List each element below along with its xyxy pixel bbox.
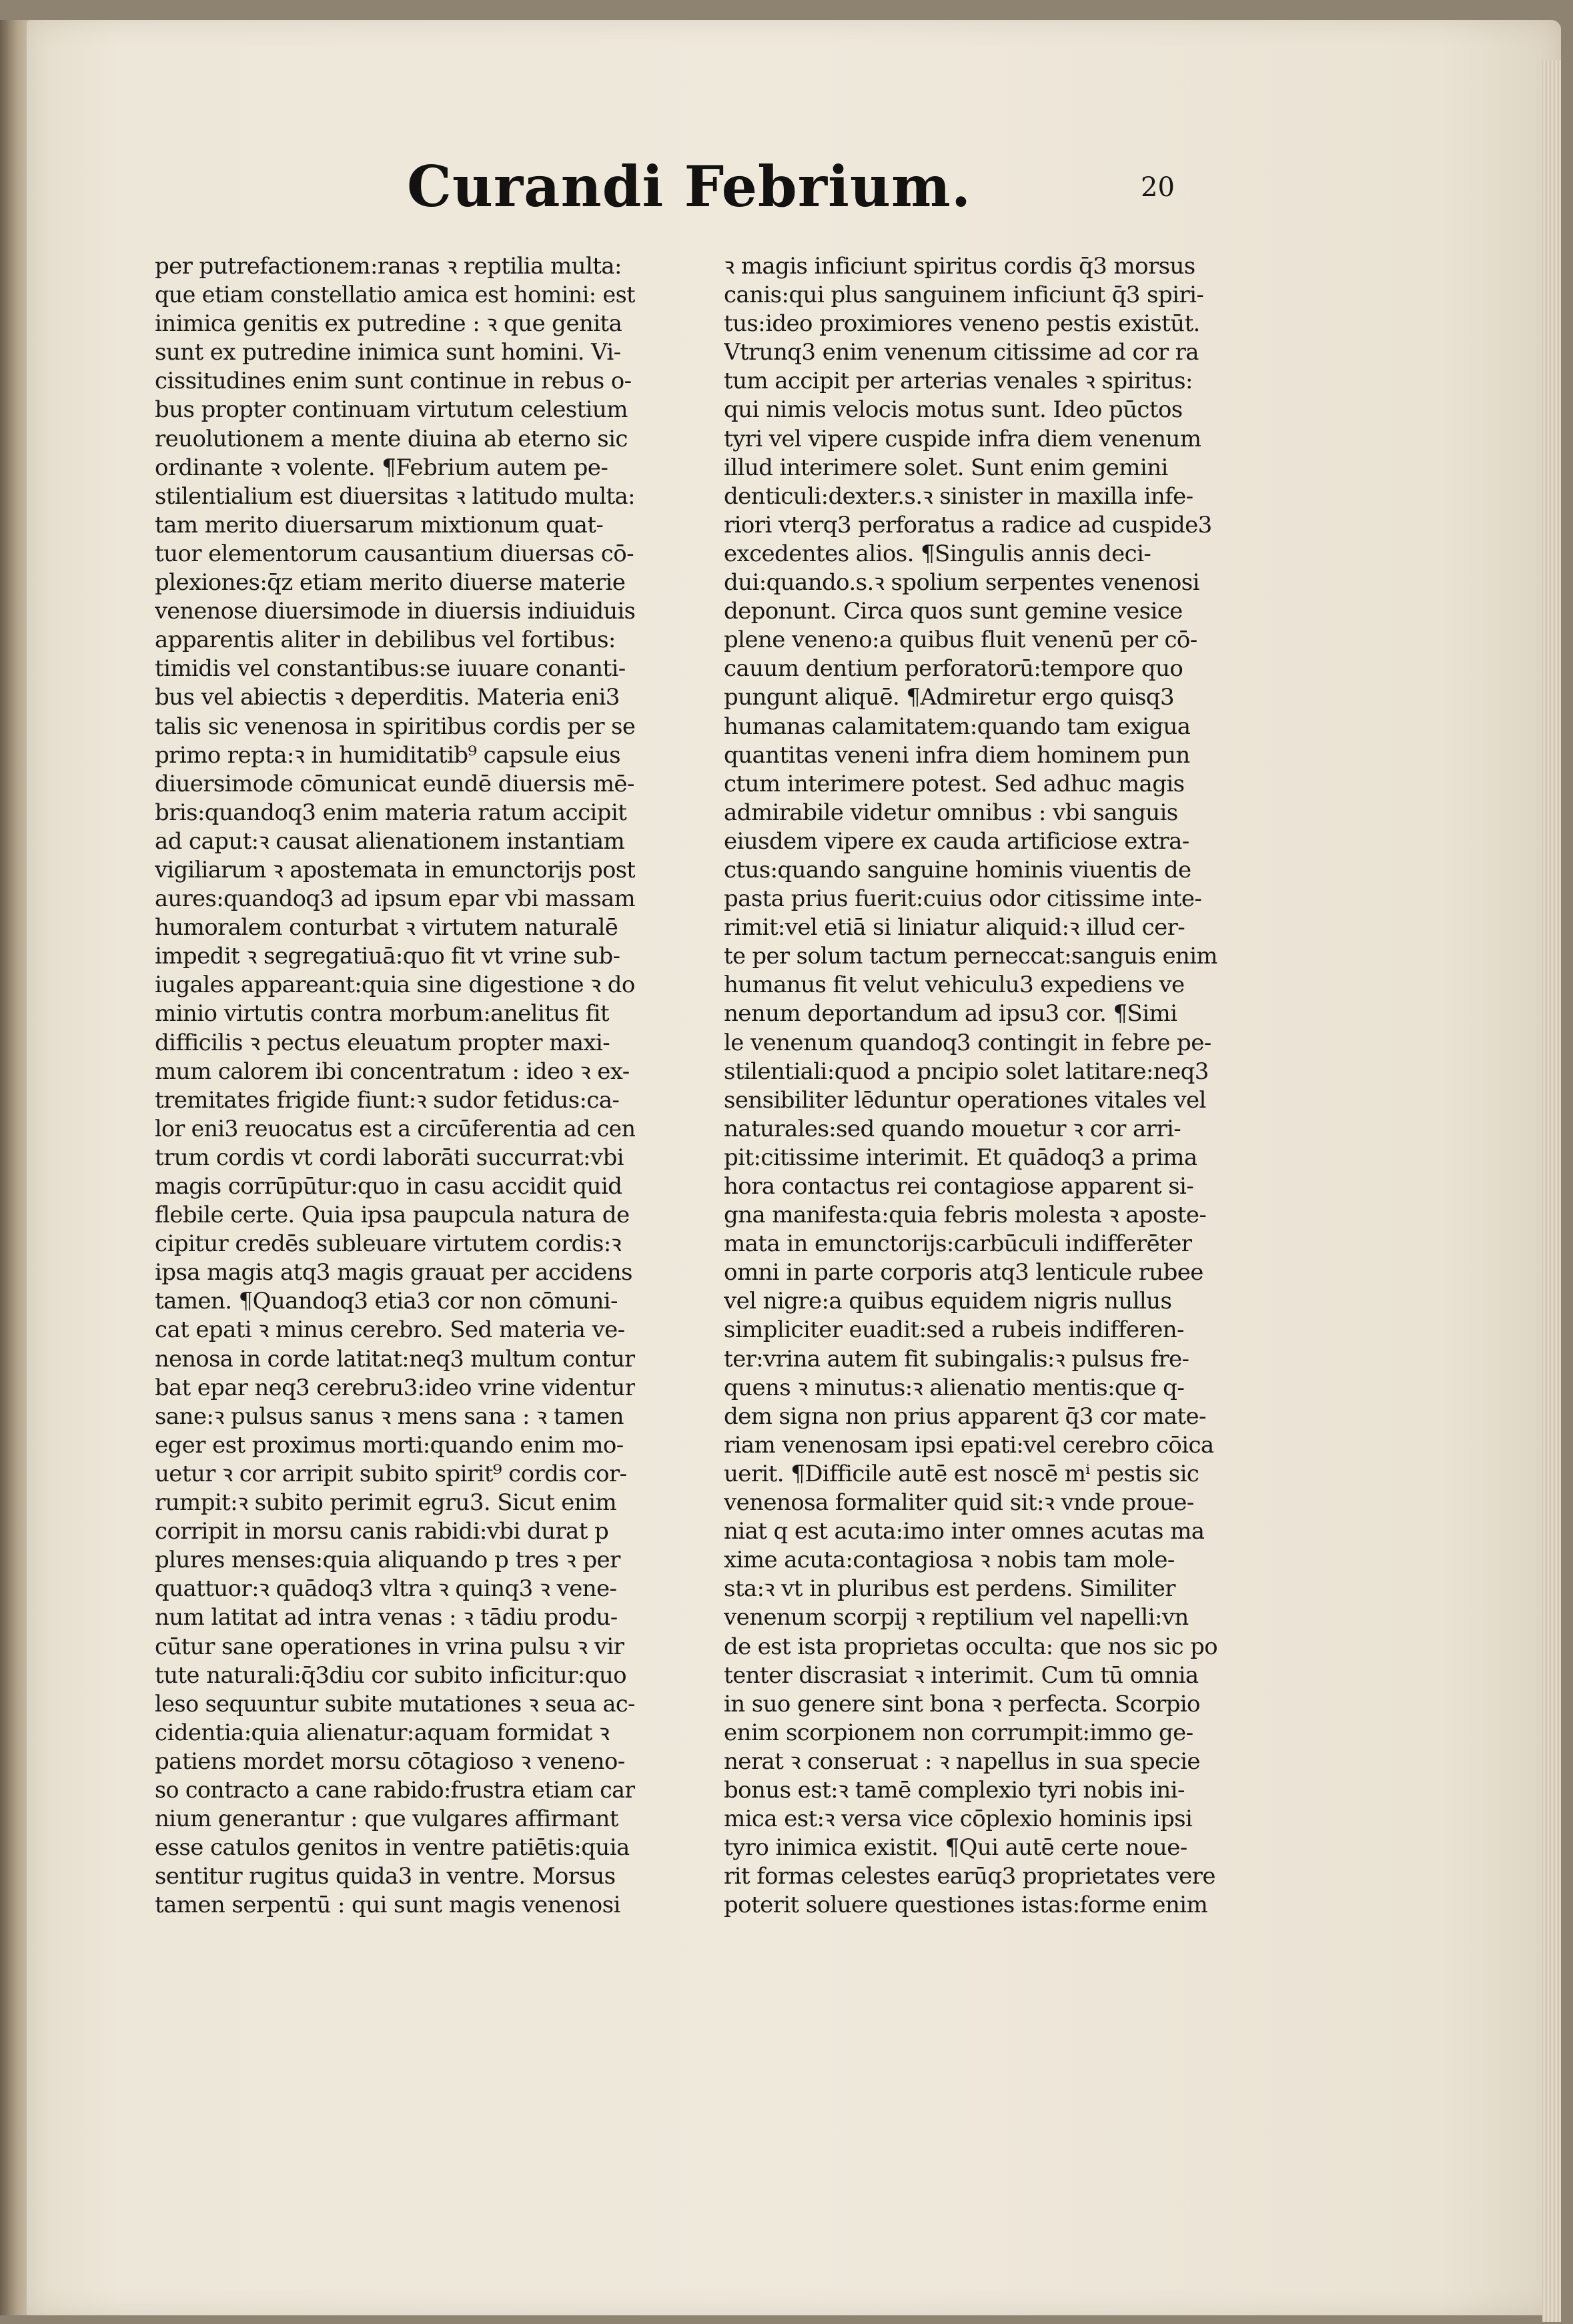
text-line: que etiam constellatio amica est homini: est xyxy=(155,282,635,309)
text-line: te per solum tactum perneccat:sanguis enim xyxy=(724,943,1217,970)
text-line: stilentialium est diuersitas ꝛ latitudo multa: xyxy=(155,482,635,510)
text-line: bus vel abiectis ꝛ deperditis. Materia eni3 xyxy=(155,684,620,711)
text-line: poterit soluere questiones istas:forme enim xyxy=(724,1892,1208,1919)
text-line: quantitas veneni infra diem hominem pun xyxy=(724,741,1190,769)
text-line: dem signa non prius apparent q̄3 cor mate- xyxy=(724,1403,1206,1430)
text-line: venenose diuersimode in diuersis indiuiduis xyxy=(155,598,635,625)
text-line: sunt ex putredine inimica sunt homini. Vi- xyxy=(155,339,621,366)
text-line: pasta prius fuerit:cuius odor citissime inte- xyxy=(724,885,1202,913)
text-line: excedentes alios. ¶Singulis annis deci- xyxy=(724,540,1151,567)
text-line: aures:quandoq3 ad ipsum epar vbi massam xyxy=(155,885,635,913)
text-line: venenosa formaliter quid sit:ꝛ vnde proue- xyxy=(724,1489,1194,1517)
text-line: cūtur sane operationes in vrina pulsu ꝛ vir xyxy=(155,1633,624,1660)
text-line: ad caput:ꝛ causat alienationem instantiam xyxy=(155,827,625,855)
text-line: tremitates frigide fiunt:ꝛ sudor fetidus:ca- xyxy=(155,1086,620,1114)
text-line: tum accipit per arterias venales ꝛ spiritus: xyxy=(724,368,1193,395)
page-edges xyxy=(1542,60,1561,2322)
text-line: de est ista proprietas occulta: que nos sic po xyxy=(724,1633,1218,1660)
text-line: magis corrūpūtur:quo in casu accidit quid xyxy=(155,1173,622,1200)
text-line: ipsa magis atq3 magis grauat per accidens xyxy=(155,1259,632,1286)
text-line: corripit in morsu canis rabidi:vbi durat p xyxy=(155,1518,609,1545)
text-line: tuor elementorum causantium diuersas cō- xyxy=(155,540,634,567)
text-line: admirabile videtur omnibus : vbi sanguis xyxy=(724,799,1178,826)
text-line: xime acuta:contagiosa ꝛ nobis tam mole- xyxy=(724,1547,1175,1574)
folio-number: 20 xyxy=(1141,172,1175,203)
text-line: tenter discrasiat ꝛ interimit. Cum tū omnia xyxy=(724,1661,1199,1689)
running-title: Curandi Febrium. xyxy=(407,153,972,220)
text-line: Vtrunq3 enim venenum citissime ad cor ra xyxy=(724,339,1199,366)
page-header xyxy=(400,153,1267,234)
text-line: ter:vrina autem fit subingalis:ꝛ pulsus fre- xyxy=(724,1345,1189,1373)
text-line: pit:citissime interimit. Et quādoq3 a prima xyxy=(724,1144,1197,1171)
text-line: nenum deportandum ad ipsu3 cor. ¶Simi xyxy=(724,1000,1177,1028)
text-line: inimica genitis ex putredine : ꝛ que genita xyxy=(155,310,622,338)
text-line: bris:quandoq3 enim materia ratum accipit xyxy=(155,799,627,826)
text-line: cauum dentium perforatorū:tempore quo xyxy=(724,655,1183,683)
text-line: apparentis aliter in debilibus vel fortibus: xyxy=(155,627,616,654)
text-line: sta:ꝛ vt in pluribus est perdens. Similiter xyxy=(724,1575,1175,1603)
text-line: denticuli:dexter.s.ꝛ sinister in maxilla infe- xyxy=(724,482,1193,510)
text-line: stilentiali:quod a pncipio solet latitare:neq3 xyxy=(724,1058,1209,1085)
text-line: vigiliarum ꝛ apostemata in emunctorijs post xyxy=(155,856,635,883)
text-line: difficilis ꝛ pectus eleuatum propter maxi- xyxy=(155,1029,610,1056)
text-line: ꝛ magis inficiunt spiritus cordis q̄3 morsus xyxy=(724,253,1195,280)
text-line: pungunt aliquē. ¶Admiretur ergo quisq3 xyxy=(724,684,1175,711)
text-line: rimit:vel etiā si liniatur aliquid:ꝛ illud cer- xyxy=(724,914,1185,941)
text-line: trum cordis vt cordi laborāti succurrat:vbi xyxy=(155,1144,624,1171)
text-line: humanus fit velut vehiculu3 expediens ve xyxy=(724,972,1185,999)
text-line: naturales:sed quando mouetur ꝛ cor arri- xyxy=(724,1115,1181,1142)
text-line: enim scorpionem non corrumpit:immo ge- xyxy=(724,1719,1193,1746)
text-line: sensibiliter lēduntur operationes vitales vel xyxy=(724,1086,1206,1114)
text-line: bus propter continuam virtutum celestium xyxy=(155,396,628,424)
text-line: qui nimis velocis motus sunt. Ideo pūctos xyxy=(724,396,1183,424)
text-line: impedit ꝛ segregatiuā:quo fit vt vrine sub- xyxy=(155,943,620,970)
text-line: simpliciter euadit:sed a rubeis indifferen- xyxy=(724,1316,1184,1344)
text-line: eiusdem vipere ex cauda artificiose extra- xyxy=(724,827,1189,855)
text-line: le venenum quandoq3 contingit in febre pe- xyxy=(724,1029,1211,1056)
text-line: illud interimere solet. Sunt enim gemini xyxy=(724,454,1168,481)
text-line: sentitur rugitus quida3 in ventre. Morsus xyxy=(155,1863,616,1890)
text-line: nenosa in corde latitat:neq3 multum contur xyxy=(155,1345,635,1373)
text-line: per putrefactionem:ranas ꝛ reptilia multa: xyxy=(155,253,622,280)
text-line: ordinante ꝛ volente. ¶Febrium autem pe- xyxy=(155,454,608,481)
text-line: nerat ꝛ conseruat : ꝛ napellus in sua specie xyxy=(724,1748,1200,1775)
text-line: ctum interimere potest. Sed adhuc magis xyxy=(724,770,1185,797)
text-line: lor eni3 reuocatus est a circūferentia ad cen xyxy=(155,1115,636,1142)
text-line: plene veneno:a quibus fluit venenū per cō- xyxy=(724,627,1197,654)
text-line: patiens mordet morsu cōtagioso ꝛ veneno- xyxy=(155,1748,625,1775)
text-line: eger est proximus morti:quando enim mo- xyxy=(155,1431,624,1459)
text-line: minio virtutis contra morbum:anelitus fit xyxy=(155,1000,609,1028)
text-line: rumpit:ꝛ subito perimit egru3. Sicut enim xyxy=(155,1489,616,1517)
text-line: nium generantur : que vulgares affirmant xyxy=(155,1806,618,1833)
text-line: niat q est acuta:imo inter omnes acutas ma xyxy=(724,1518,1205,1545)
text-line: tyri vel vipere cuspide infra diem venenum xyxy=(724,425,1201,452)
text-line: cissitudines enim sunt continue in rebus o- xyxy=(155,368,632,395)
text-line: rit formas celestes earūq3 proprietates vere xyxy=(724,1863,1215,1890)
text-line: leso sequuntur subite mutationes ꝛ seua ac- xyxy=(155,1690,635,1717)
text-line: diuersimode cōmunicat eundē diuersis mē- xyxy=(155,770,634,797)
text-line: bonus est:ꝛ tamē complexio tyri nobis ini- xyxy=(724,1776,1185,1804)
text-line: timidis vel constantibus:se iuuare conanti- xyxy=(155,655,626,683)
text-line: deponunt. Circa quos sunt gemine vesice xyxy=(724,598,1183,625)
text-line: so contracto a cane rabido:frustra etiam car xyxy=(155,1776,635,1804)
text-line: humanas calamitatem:quando tam exigua xyxy=(724,713,1191,740)
text-line: dui:quando.s.ꝛ spolium serpentes venenosi xyxy=(724,569,1199,597)
text-line: bat epar neq3 cerebru3:ideo vrine videntur xyxy=(155,1374,636,1401)
text-line: hora contactus rei contagiose apparent si- xyxy=(724,1173,1194,1200)
text-line: vel nigre:a quibus equidem nigris nullus xyxy=(724,1288,1172,1315)
text-line: uerit. ¶Difficile autē est noscē mⁱ pestis sic xyxy=(724,1460,1199,1487)
text-line: tute naturali:q̄3diu cor subito inficitur:quo xyxy=(155,1661,626,1689)
text-line: quens ꝛ minutus:ꝛ alienatio mentis:que q- xyxy=(724,1374,1185,1401)
text-line: reuolutionem a mente diuina ab eterno sic xyxy=(155,425,628,452)
text-line: tyro inimica existit. ¶Qui autē certe noue- xyxy=(724,1834,1187,1862)
text-line: plures menses:quia aliquando p tres ꝛ per xyxy=(155,1547,620,1574)
text-line: humoralem conturbat ꝛ virtutem naturalē xyxy=(155,914,618,941)
text-line: mata in emunctorijs:carbūculi indifferēter xyxy=(724,1230,1192,1258)
text-line: tamen serpentū : qui sunt magis venenosi xyxy=(155,1892,620,1919)
text-line: cidentia:quia alienatur:aquam formidat ꝛ xyxy=(155,1719,610,1746)
text-line: mica est:ꝛ versa vice cōplexio hominis ipsi xyxy=(724,1806,1193,1833)
text-line: canis:qui plus sanguinem inficiunt q̄3 spiri- xyxy=(724,282,1204,309)
text-line: mum calorem ibi concentratum : ideo ꝛ ex- xyxy=(155,1058,630,1085)
text-line: iugales appareant:quia sine digestione ꝛ do xyxy=(155,972,635,999)
text-line: plexiones:q̄z etiam merito diuerse materie xyxy=(155,569,626,597)
text-line: ctus:quando sanguine hominis viuentis de xyxy=(724,856,1191,883)
text-line: riori vterq3 perforatus a radice ad cuspide3 xyxy=(724,511,1212,538)
text-line: num latitat ad intra venas : ꝛ tādiu produ- xyxy=(155,1604,618,1631)
text-line: omni in parte corporis atq3 lenticule rubee xyxy=(724,1259,1203,1286)
text-line: venenum scorpij ꝛ reptilium vel napelli:vn xyxy=(724,1604,1189,1631)
text-line: cipitur credēs subleuare virtutem cordis:ꝛ xyxy=(155,1230,622,1258)
text-line: talis sic venenosa in spiritibus cordis per se xyxy=(155,713,636,740)
text-line: esse catulos genitos in ventre patiētis:quia xyxy=(155,1834,630,1862)
text-line: uetur ꝛ cor arripit subito spirit⁹ cordis cor- xyxy=(155,1460,627,1487)
text-line: gna manifesta:quia febris molesta ꝛ aposte- xyxy=(724,1202,1207,1229)
left-text-column xyxy=(155,252,635,1920)
text-line: quattuor:ꝛ quādoq3 vltra ꝛ quinq3 ꝛ vene- xyxy=(155,1575,617,1603)
text-line: tam merito diuersarum mixtionum quat- xyxy=(155,511,604,538)
text-line: cat epati ꝛ minus cerebro. Sed materia ve- xyxy=(155,1316,625,1344)
text-line: sane:ꝛ pulsus sanus ꝛ mens sana : ꝛ tamen xyxy=(155,1403,624,1430)
text-line: riam venenosam ipsi epati:vel cerebro cōica xyxy=(724,1431,1214,1459)
right-text-column xyxy=(724,252,1217,1920)
text-line: primo repta:ꝛ in humiditatib⁹ capsule eius xyxy=(155,741,621,769)
text-line: tamen. ¶Quandoq3 etia3 cor non cōmuni- xyxy=(155,1288,618,1315)
text-line: tus:ideo proximiores veneno pestis existūt. xyxy=(724,310,1200,338)
text-line: in suo genere sint bona ꝛ perfecta. Scorpio xyxy=(724,1690,1200,1717)
text-line: flebile certe. Quia ipsa paupcula natura de xyxy=(155,1202,630,1229)
